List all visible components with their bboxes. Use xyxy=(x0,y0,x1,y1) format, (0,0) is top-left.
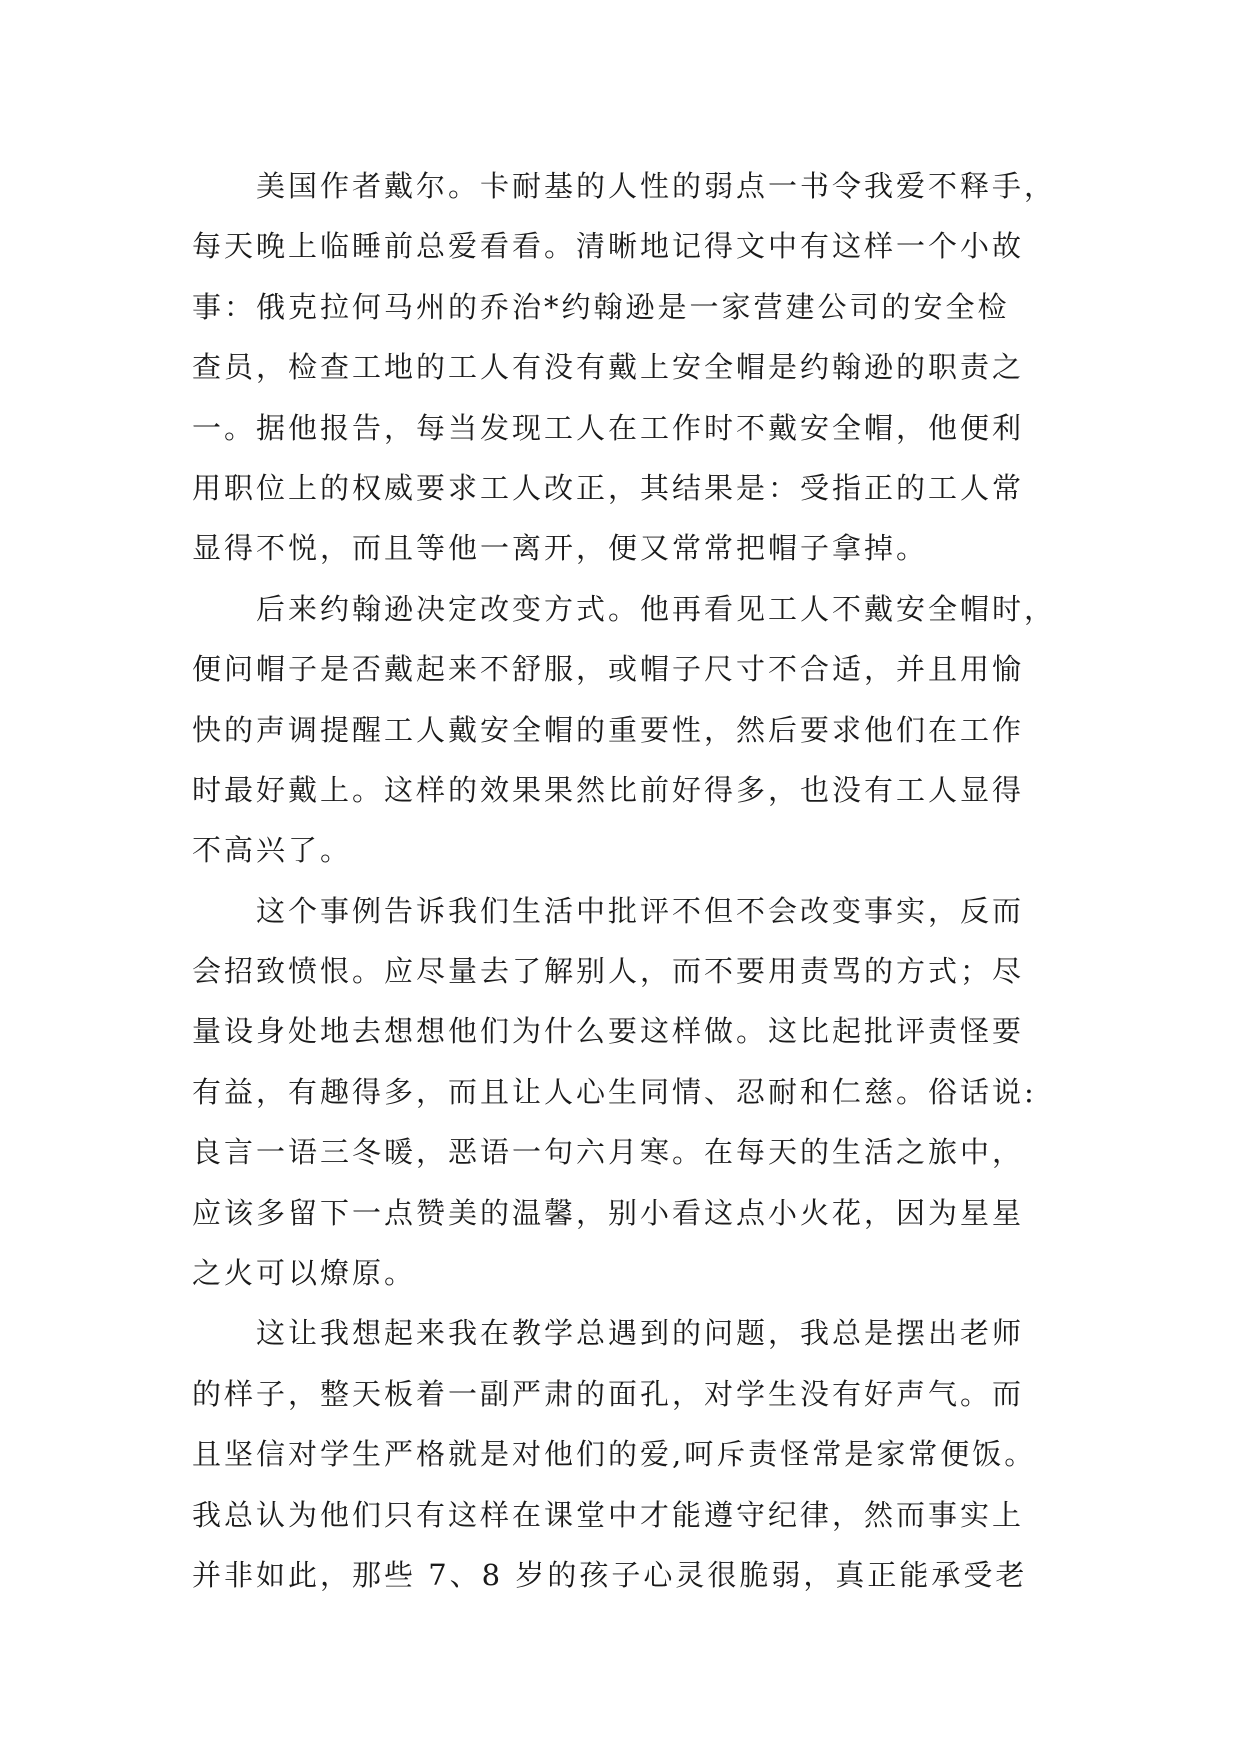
paragraph-line: 且坚信对学生严格就是对他们的爱,呵斥责怪常是家常便饭。 xyxy=(192,1437,1037,1472)
paragraph-line: 不高兴了。 xyxy=(192,833,353,868)
document-body xyxy=(192,156,1082,1605)
paragraph-line: 良言一语三冬暖，恶语一句六月寒。在每天的生活之旅中， xyxy=(192,1135,1025,1170)
paragraph-line: 每天晚上临睡前总爱看看。清晰地记得文中有这样一个小故 xyxy=(192,229,1025,264)
paragraph-line: 一。据他报告，每当发现工人在工作时不戴安全帽，他便利 xyxy=(192,410,1025,445)
paragraph-line: 后来约翰逊决定改变方式。他再看见工人不戴安全帽时， xyxy=(256,591,1057,626)
paragraph-line: 并非如此，那些 7、8 岁的孩子心灵很脆弱，真正能承受老 xyxy=(192,1557,1028,1592)
paragraph-line: 的样子，整天板着一副严肃的面孔，对学生没有好声气。而 xyxy=(192,1376,1025,1411)
paragraph-line: 之火可以燎原。 xyxy=(192,1256,417,1291)
paragraph-line: 美国作者戴尔。卡耐基的人性的弱点一书令我爱不释手， xyxy=(256,169,1057,203)
paragraph-line: 查员，检查工地的工人有没有戴上安全帽是约翰逊的职责之 xyxy=(192,350,1025,385)
paragraph-line: 用职位上的权威要求工人改正，其结果是：受指正的工人常 xyxy=(192,470,1025,505)
paragraph-line: 时最好戴上。这样的效果果然比前好得多，也没有工人显得 xyxy=(192,772,1025,807)
paragraph-3 xyxy=(192,881,1082,1304)
paragraph-4 xyxy=(192,1303,1082,1605)
paragraph-line: 显得不悦，而且等他一离开，便又常常把帽子拿掉。 xyxy=(192,531,929,566)
paragraph-1 xyxy=(192,156,1082,579)
paragraph-line: 量设身处地去想想他们为什么要这样做。这比起批评责怪要 xyxy=(192,1014,1025,1049)
paragraph-line: 快的声调提醒工人戴安全帽的重要性，然后要求他们在工作 xyxy=(192,712,1025,747)
paragraph-line: 我总认为他们只有这样在课堂中才能遵守纪律，然而事实上 xyxy=(192,1497,1025,1532)
paragraph-2 xyxy=(192,579,1082,881)
paragraph-line: 这个事例告诉我们生活中批评不但不会改变事实，反而 xyxy=(256,893,1025,928)
paragraph-line: 应该多留下一点赞美的温馨，别小看这点小火花，因为星星 xyxy=(192,1195,1025,1230)
paragraph-line: 会招致愤恨。应尽量去了解别人，而不要用责骂的方式；尽 xyxy=(192,954,1025,989)
paragraph-line: 这让我想起来我在教学总遇到的问题，我总是摆出老师 xyxy=(256,1316,1025,1351)
paragraph-line: 便问帽子是否戴起来不舒服，或帽子尺寸不合适，并且用愉 xyxy=(192,652,1025,687)
paragraph-line: 有益，有趣得多，而且让人心生同情、忍耐和仁慈。俗话说: xyxy=(192,1074,1037,1109)
paragraph-line: 事：俄克拉何马州的乔治*约翰逊是一家营建公司的安全检 xyxy=(192,289,1010,324)
